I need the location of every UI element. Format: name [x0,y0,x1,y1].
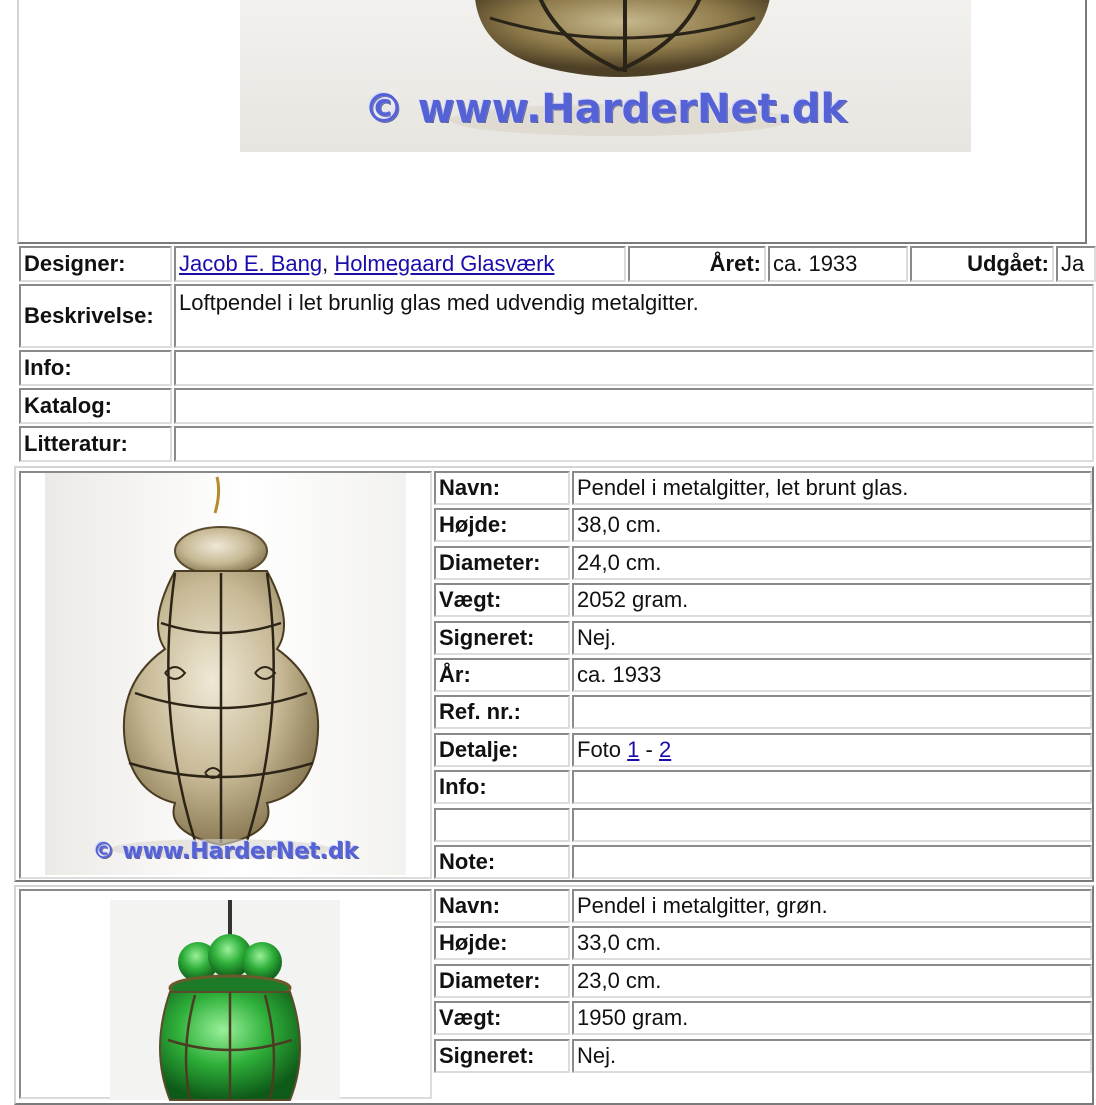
detail-photo-link-1[interactable]: 1 [627,737,640,762]
item-1-value-6 [572,695,1092,729]
item-2-value-2: 23,0 cm. [572,964,1092,998]
item-1-value-5: ca. 1933 [572,658,1092,692]
item-1-label-9 [434,808,570,842]
item-1-value-2: 24,0 cm. [572,546,1092,580]
designer-link-holmegaard[interactable]: Holmegaard Glasværk [334,251,555,276]
item-2-label-4: Signeret: [434,1039,570,1073]
item-1-value-9 [572,808,1092,842]
watermark-text: © www.HarderNet.dk [92,839,359,864]
item-2-value-3: 1950 gram. [572,1001,1092,1035]
detail-photo-separator: - [645,737,653,762]
top-image-panel [17,0,1087,244]
green-lamp-illustration [110,900,340,1100]
item-1-value-0: Pendel i metalgitter, let brunt glas. [572,471,1092,505]
item-2-label-2: Diameter: [434,964,570,998]
info-value [174,350,1094,386]
top-product-photo[interactable] [240,0,971,152]
info-label: Info: [19,350,172,386]
item-2-image-cell [19,889,432,1099]
item-2-label-0: Navn: [434,889,570,923]
designer-link-jacob-bang[interactable]: Jacob E. Bang [179,251,323,276]
description-label: Beskrivelse: [19,284,172,348]
item-1-label-8: Info: [434,770,570,804]
year-value: ca. 1933 [768,246,908,282]
catalog-value [174,388,1094,424]
item-1-value-4: Nej. [572,621,1092,655]
item-1-label-3: Vægt: [434,583,570,617]
detail-photo-link-2[interactable]: 2 [658,737,672,762]
watermark-text: © www.HarderNet.dk [363,86,848,132]
description-value: Loftpendel i let brunlig glas med udvendig metalgitter. [174,284,1094,348]
item-1-label-6: Ref. nr.: [434,695,570,729]
item-2-label-1: Højde: [434,926,570,960]
item-1-value-1: 38,0 cm. [572,508,1092,542]
item-2-value-4: Nej. [572,1039,1092,1073]
designer-label: Designer: [19,246,172,282]
item-1-value-10 [572,845,1092,879]
item-1-label-10: Note: [434,845,570,879]
item-2-value-0: Pendel i metalgitter, grøn. [572,889,1092,923]
item-1-label-7: Detalje: [434,733,570,767]
detail-photo-prefix: Foto [577,737,622,762]
item-2-label-3: Vægt: [434,1001,570,1035]
item-1-image-cell [19,471,432,879]
item-1-label-1: Højde: [434,508,570,542]
year-label: Året: [628,246,766,282]
designer-separator: , [322,251,329,276]
literature-label: Litteratur: [19,426,172,462]
item-1-label-4: Signeret: [434,621,570,655]
discontinued-value: Ja [1056,246,1096,282]
item-2-photo[interactable] [110,900,340,1100]
item-1-value-3: 2052 gram. [572,583,1092,617]
literature-value [174,426,1094,462]
item-1-label-0: Navn: [434,471,570,505]
item-1-label-5: År: [434,658,570,692]
item-2-value-1: 33,0 cm. [572,926,1092,960]
catalog-label: Katalog: [19,388,172,424]
brown-lamp-illustration [45,473,406,875]
designer-value [174,246,626,282]
item-1-label-2: Diameter: [434,546,570,580]
item-1-value-8 [572,770,1092,804]
item-1-photo[interactable] [45,473,406,875]
discontinued-label: Udgået: [910,246,1054,282]
item-1-value-7 [572,733,1092,767]
